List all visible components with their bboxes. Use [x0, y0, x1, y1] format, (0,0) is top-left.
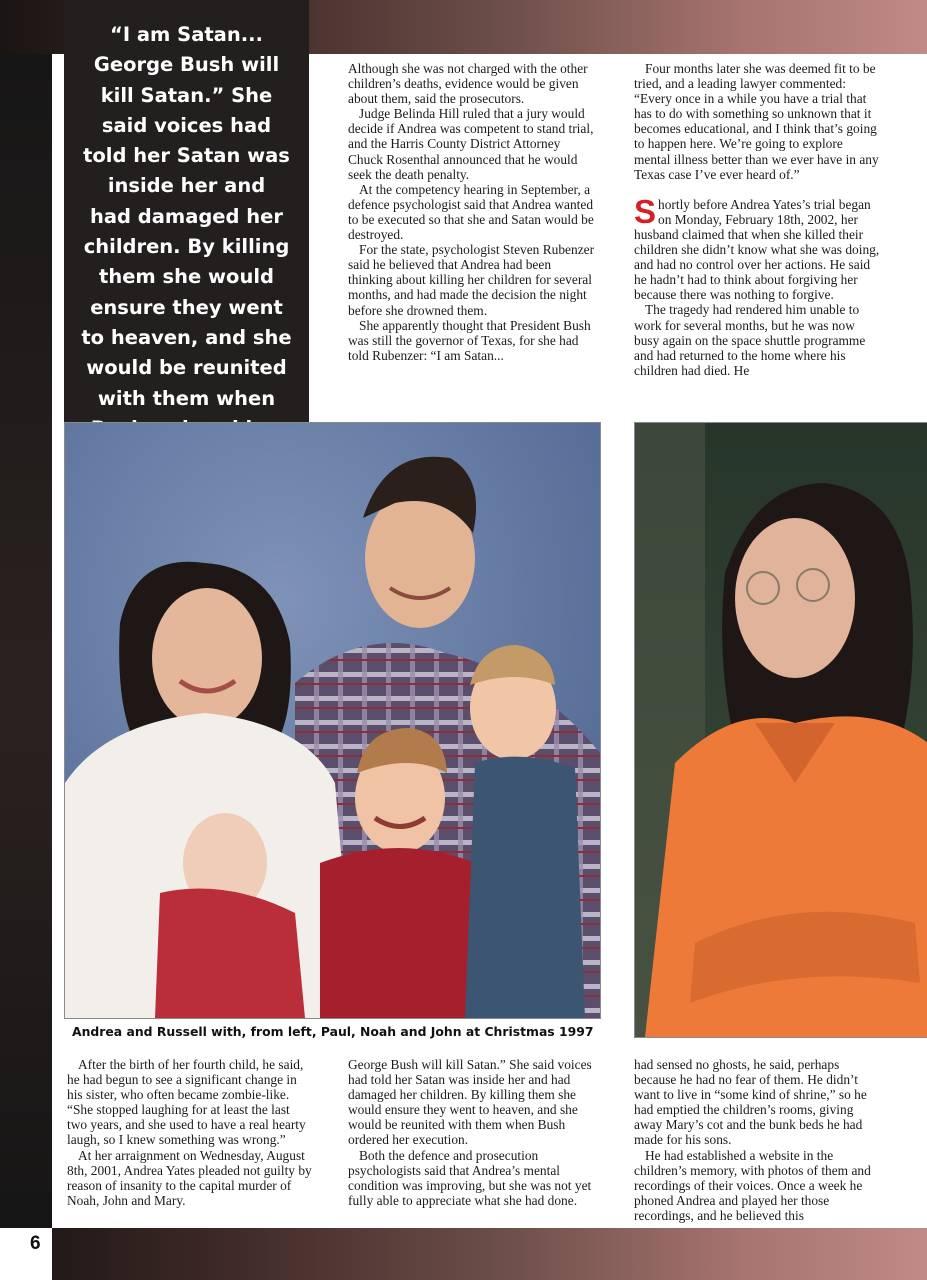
pull-quote-line: said voices had — [101, 113, 272, 137]
article-column-bottom-right — [634, 1057, 884, 1223]
paragraph: Although she was not charged with the other children’s deaths, evidence would be given about them, said the prosecutors. — [348, 61, 588, 107]
pull-quote-line: with them when — [97, 386, 276, 410]
bottom-decorative-band — [0, 1228, 927, 1280]
paragraph: George Bush will kill Satan.” She said voices had told her Satan was inside her and had damaged her children. By killing them she would ensure they went to heaven, and she would be reunited with them when Bush ordered her execution. — [348, 1057, 592, 1148]
page-number: 6 — [30, 1233, 41, 1254]
paragraph: At her arraignment on Wednesday, August 8th, 2001, Andrea Yates pleaded not guilty by reason of insanity to the capital murder of Noah, John and Mary. — [67, 1147, 312, 1208]
page-number-box — [0, 1228, 52, 1280]
paragraph: For the state, psychologist Steven Rubenzer said he believed that Andrea had been thinking about killing her children for several months, and had made the decision the night before she drowned them. — [348, 242, 595, 318]
pull-quote-line: ensure they went — [90, 295, 283, 319]
pull-quote-line: kill Satan.” She — [100, 83, 273, 107]
pull-quote-line: to heaven, and she — [81, 325, 292, 349]
paragraph: Judge Belinda Hill ruled that a jury would decide if Andrea was competent to stand trial, and the Harris County District Attorney Chuck Rosenthal announced that he would seek the death penalty. — [348, 106, 594, 182]
drop-cap: S — [634, 192, 657, 230]
paragraph: The tragedy had rendered him unable to work for several months, but he was now busy again on the space shuttle programme and had returned to the home where his children had died. He — [634, 302, 866, 378]
family-photo-illustration — [65, 423, 600, 1018]
article-column-bottom-left — [67, 1057, 312, 1208]
pull-quote-line: George Bush will — [93, 53, 280, 77]
article-column-bottom-middle — [348, 1057, 600, 1208]
pull-quote-line: them she would — [99, 265, 274, 289]
andrea-yates-illustration — [635, 423, 927, 1037]
pull-quote-line: inside her and — [107, 174, 266, 198]
left-margin-bar — [0, 0, 52, 1280]
paragraph: Both the defence and prosecution psychologists said that Andrea’s mental condition was improving, but she was not yet fully able to appreciate what she had done. — [348, 1147, 592, 1208]
pull-quote-line: would be reunited — [86, 356, 287, 380]
pull-quote-line: “I am Satan... — [110, 23, 263, 46]
photo-caption: Andrea and Russell with, from left, Paul, Noah and John at Christmas 1997 — [72, 1024, 594, 1039]
paragraph: He had established a website in the children’s memory, with photos of them and recordings of their voices. Once a week he phoned Andrea and played her those recordings, and he believed this — [634, 1147, 871, 1223]
paragraph-text: hortly before Andrea Yates’s trial began on Monday, February 18th, 2002, her husband claimed that when she killed their children she didn’t know what she was doing, and had no control over her actions. He said he hadn’t had to think about forgiving her because there was nothing to forgive. — [634, 196, 880, 303]
pull-quote — [64, 0, 309, 485]
paragraph: had sensed no ghosts, he said, perhaps because he had no fear of them. He didn’t want to live in “some kind of shrine,” so he had emptied the children’s rooms, giving away Mary’s cot and the bunk beds he had made for his sons. — [634, 1057, 867, 1148]
pull-quote-line: told her Satan was — [83, 144, 290, 168]
pull-quote-line: children. By killing — [83, 235, 290, 259]
paragraph: At the competency hearing in September, a defence psychologist said that Andrea wanted to be executed so that she and Satan would be destroyed. — [348, 181, 594, 243]
article-column-top-right — [634, 61, 881, 378]
paragraph-dropcap — [634, 192, 881, 303]
pull-quote-line: had damaged her — [89, 204, 284, 228]
article-column-top-middle — [348, 61, 598, 363]
paragraph: Four months later she was deemed fit to be tried, and a leading lawyer commented: “Every once in a while you have a trial that has to do with something so unknown that it becomes educational, and I think that’s going to happen here. We’re going to explore mental illness better than we ever have in any Texas case I’ve ever heard of.” — [634, 61, 879, 182]
andrea-yates-photo — [634, 422, 927, 1038]
family-photo — [64, 422, 601, 1019]
paragraph: After the birth of her fourth child, he said, he had begun to see a significant change in his sister, who often became zombie-like. “She stopped laughing for at least the last two years, and she used to have a real hearty laugh, so I knew something was wrong.” — [67, 1057, 306, 1148]
paragraph: She apparently thought that President Bush was still the governor of Texas, for she had told Rubenzer: “I am Satan... — [348, 317, 591, 363]
